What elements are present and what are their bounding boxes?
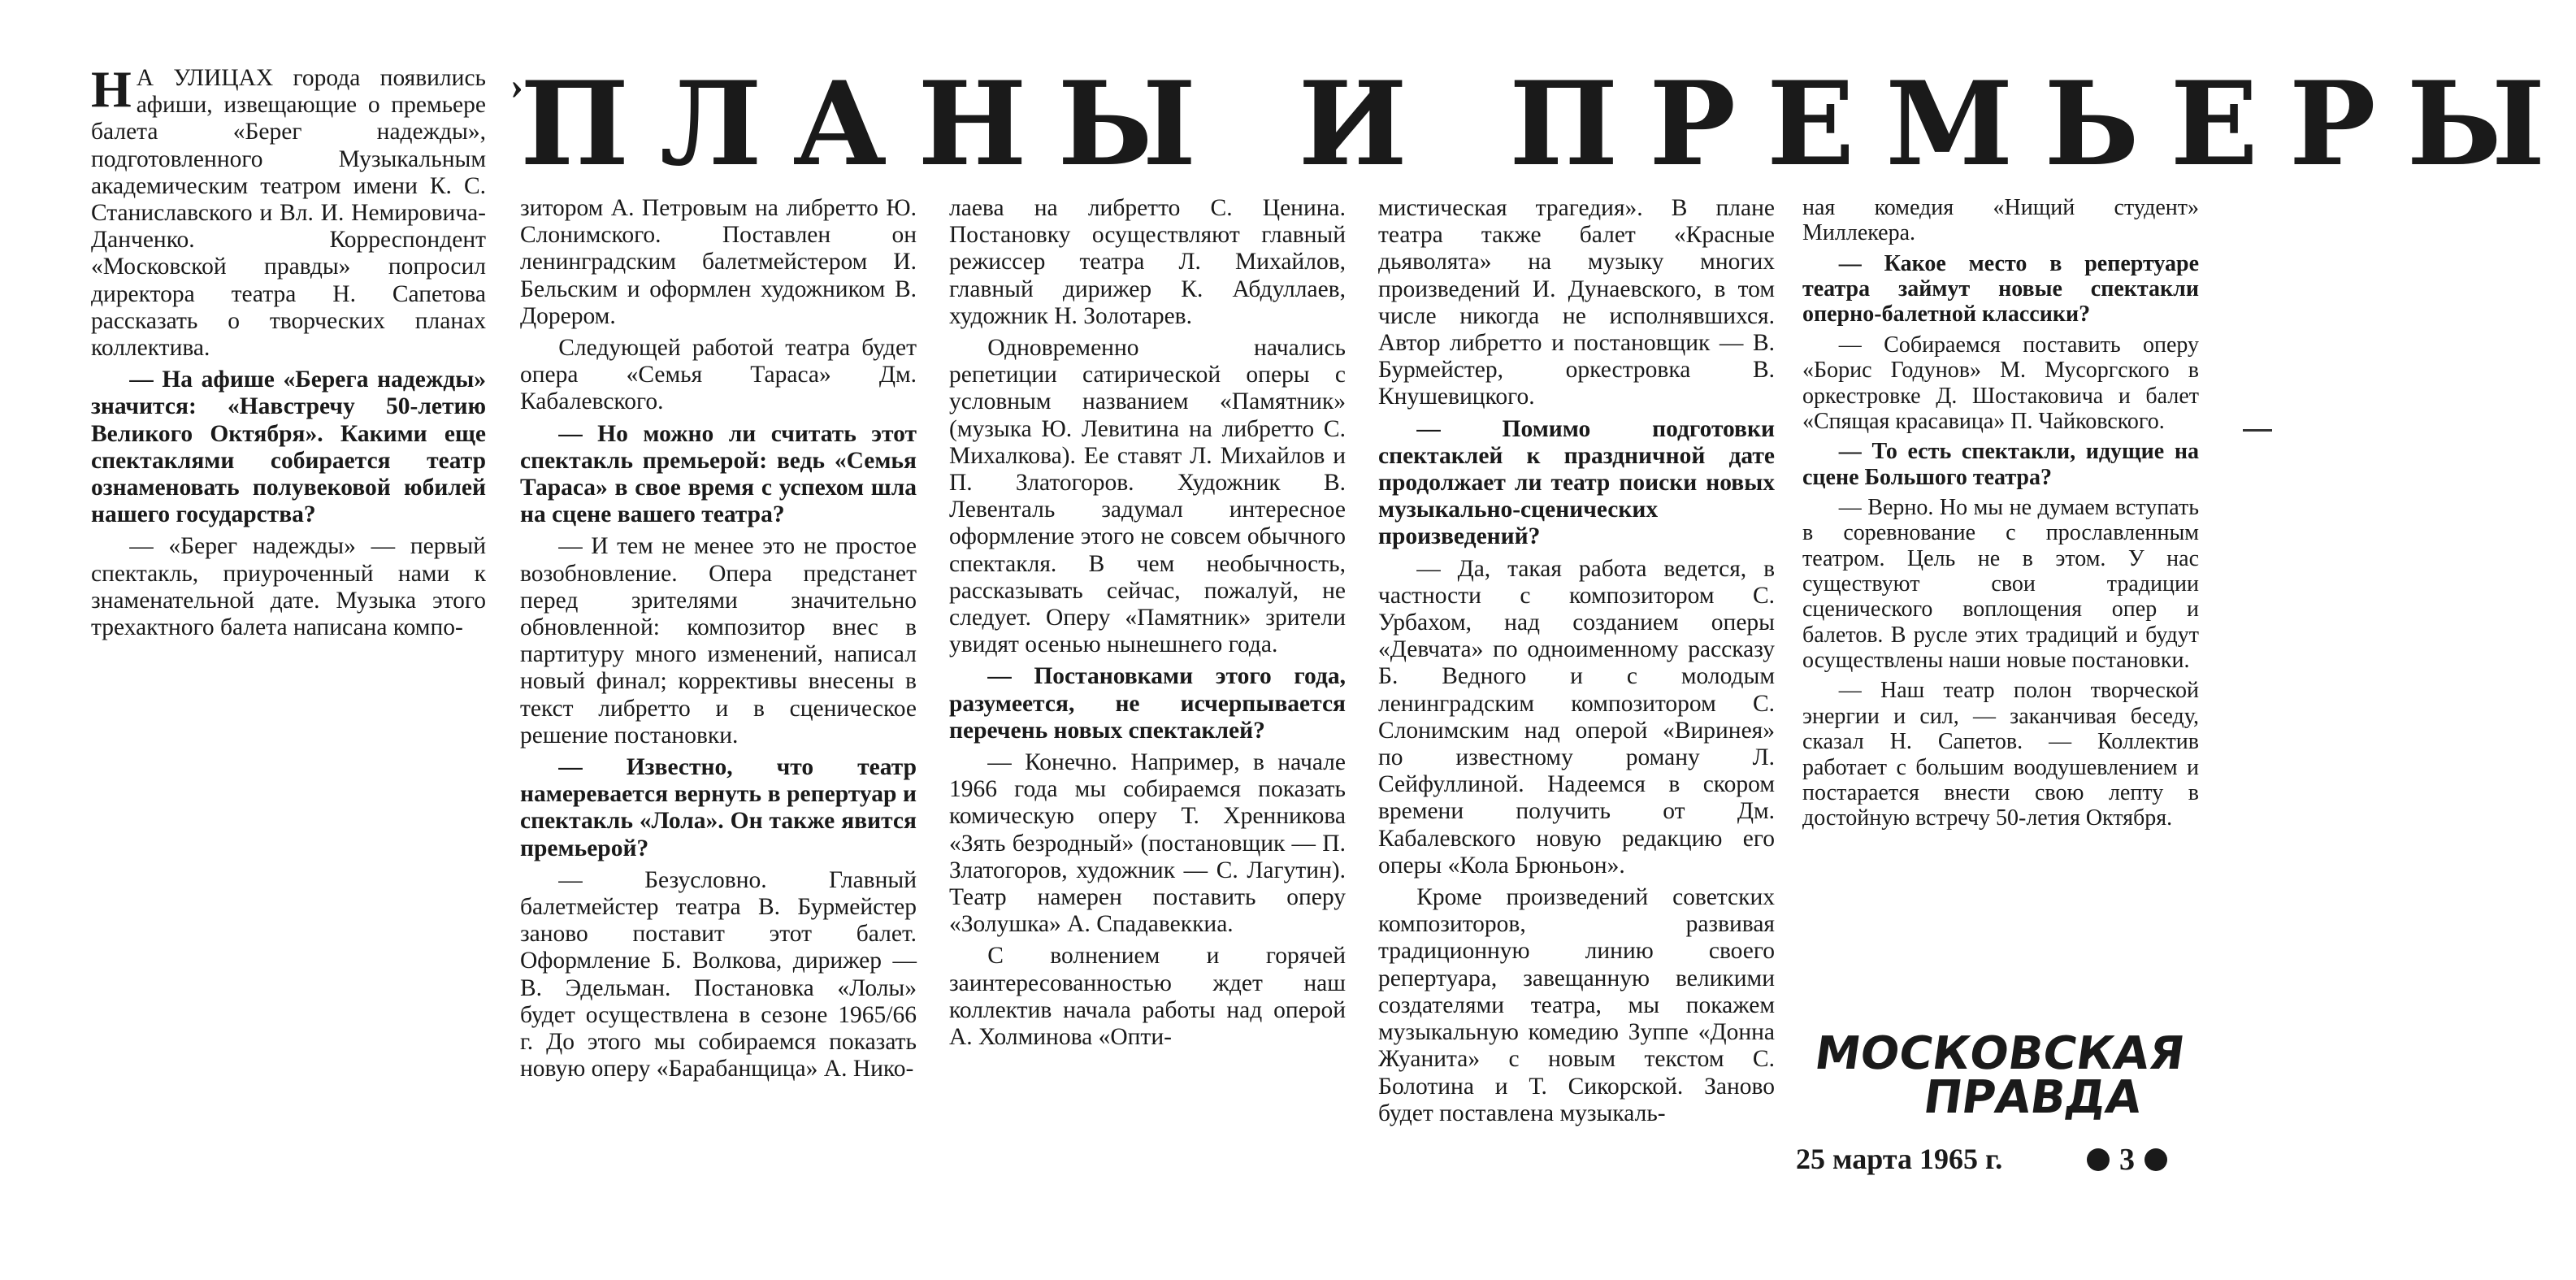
interview-question: — Какое место в репертуаре театра займут новые спектакли оперно-балетной классики?: [1802, 250, 2199, 328]
article-paragraph: Н А УЛИЦАХ города появились афиши, извещающие о премьере балета «Берег надежды», подготовленного Музыкальным академическим театром имени К. С. Станиславского и Вл. И. Немировича-Данченко. Корреспондент «Московской правды» попросил директора театра Н. Сапетова рассказать о творческих планах коллектива.: [91, 60, 486, 362]
article-paragraph: Следующей работой театра будет опера «Семья Тараса» Дм. Кабалевского.: [520, 335, 917, 415]
page-number: 3: [2119, 1143, 2135, 1177]
interview-question: — Постановками этого года, разумеется, не исчерпывается перечень новых спектаклей?: [949, 663, 1346, 744]
article-paragraph: мистическая трагедия». В плане театра также балет «Красные дьяволята» на музыку многих произведений И. Дунаевского, в том числе никогда не исполнявшихся. Автор либретто и постановщик — В. Бурмейстер, оркестровка В. Кнушевицкого.: [1378, 195, 1775, 410]
masthead-line-2: ПРАВДА: [1920, 1071, 2145, 1124]
interview-question: — То есть спектакли, идущие на сцене Большого театра?: [1802, 439, 2199, 490]
article-paragraph: Кроме произведений советских композиторов, развивая традиционную линию своего репертуара, завещанную великими создателями театра, мы покажем музыкальную комедию Зуппе «Донна Жуанита» с новым текстом С. Болотина и Т. Сикорской. Заново будет поставлена музыкаль-: [1378, 884, 1775, 1126]
article-paragraph: — «Берег надежды» — первый спектакль, приуроченный нами к знаменательной дате. Музыка этого трехактного балета написана компо-: [91, 533, 486, 641]
article-paragraph: С волнением и горячей заинтересованностью ждет наш коллектив начала работы над оперой А. Холминова «Опти-: [949, 943, 1346, 1051]
article-paragraph: — Верно. Но мы не думаем вступать в соревнование с прославленным театром. Цель не в этом. У нас существуют свои традиции сценического воплощения опер и балетов. В русле этих традиций и будут осуществлены наши новые постановки.: [1802, 494, 2199, 674]
article-paragraph: лаева на либретто С. Ценина. Постановку осуществляют главный режиссер театра Л. Михайлов, главный дирижер К. Абдуллаев, художник Н. Золотарев.: [949, 195, 1346, 329]
article-paragraph: ная комедия «Нищий студент» Миллекера.: [1802, 195, 2199, 246]
article-paragraph: Одновременно начались репетиции сатирической оперы с условным названием «Памятник» (музыка Ю. Левитина на либретто С. Михалкова). Ее ставят Л. Михайлов и П. Златогоров. Художник В. Левенталь задумал интересное оформление этого не совсем обычного спектакля. В чем необычность, рассказывать сейчас, пожалуй, не следует. Оперу «Памятник» зрители увидят осенью нынешнего года.: [949, 335, 1346, 658]
article-column-1: [91, 60, 486, 641]
article-column-2: [520, 195, 917, 1083]
interview-question: — На афише «Берега надежды» значится: «Навстречу 50-летию Великого Октября». Какими еще спектаклями собирается театр ознаменовать полувековой юбилей нашего государства?: [91, 367, 486, 528]
interview-question: — Но можно ли считать этот спектакль премьерой: ведь «Семья Тараса» в свое время с успехом шла на сцене вашего театра?: [520, 420, 917, 528]
article-column-3: [949, 195, 1346, 1051]
bullet-dot-icon: [2087, 1148, 2110, 1171]
issue-date: 25 марта 1965 г.: [1796, 1143, 2003, 1175]
headline-mark: ›: [510, 64, 523, 107]
interview-question: — Известно, что театр намеревается вернуть в репертуар и спектакль «Лола». Он также явится премьерой?: [520, 754, 917, 861]
masthead-line-1: МОСКОВСКАЯ: [1811, 1027, 2188, 1080]
interview-question: — Помимо подготовки спектаклей к праздничной дате продолжает ли театр поиски новых музыкально-сценических произведений?: [1378, 415, 1775, 550]
article-column-4: [1378, 195, 1775, 1127]
article-paragraph: — Наш театр полон творческой энергии и сил, — заканчивая беседу, сказал Н. Сапетов. — Коллектив работает с большим воодушевлением и постарается внести свою лепту в достойную встречу 50-летия Октября.: [1802, 678, 2199, 831]
article-column-5: [1802, 195, 2199, 831]
headline: ПЛАНЫ И ПРЕМЬЕРЫ: [520, 57, 2576, 192]
edge-rule: [2243, 429, 2272, 432]
article-paragraph: — И тем не менее это не простое возобновление. Опера предстанет перед зрителями значительно обновленной: композитор внес в партитуру много изменений, написал новый финал; коррективы внесены в текст либретто и в сценическое решение постановки.: [520, 533, 917, 748]
article-paragraph: зитором А. Петровым на либретто Ю. Слонимского. Поставлен он ленинградским балетмейстером И. Бельским и оформлен художником В. Дорером.: [520, 195, 917, 329]
page-number-block: [2087, 1142, 2167, 1178]
drop-cap: Н: [91, 60, 132, 118]
masthead-logo: [1806, 1027, 2188, 1124]
article-paragraph: — Собираемся поставить оперу «Борис Годунов» М. Мусоргского в оркестровке Д. Шостаковича и балет «Спящая красавица» П. Чайковского.: [1802, 332, 2199, 434]
article-paragraph: — Конечно. Например, в начале 1966 года мы собираемся показать комическую оперу Т. Хренникова «Зять безродный» (постановщик — П. Златогоров, художник — С. Лагутин). Театр намерен поставить оперу «Золушка» А. Спадавеккиа.: [949, 749, 1346, 938]
bullet-dot-icon: [2144, 1148, 2167, 1171]
article-paragraph: — Безусловно. Главный балетмейстер театра В. Бурмейстер заново поставит этот балет. Оформление Б. Волкова, дирижер — В. Эдельман. Постановка «Лолы» будет осуществлена в сезоне 1965/66 г. До этого мы собираемся показать новую оперу «Барабанщица» А. Нико-: [520, 866, 917, 1083]
article-paragraph: — Да, такая работа ведется, в частности с композитором С. Урбахом, над созданием оперы «Девчата» по одноименному рассказу Б. Ведного и с молодым ленинградским композитором С. Слонимским над оперой «Виринея» по известному роману Л. Сейфуллиной. Надеемся в скором времени получить от Дм. Кабалевского новую редакцию его оперы «Кола Брюньон».: [1378, 555, 1775, 879]
